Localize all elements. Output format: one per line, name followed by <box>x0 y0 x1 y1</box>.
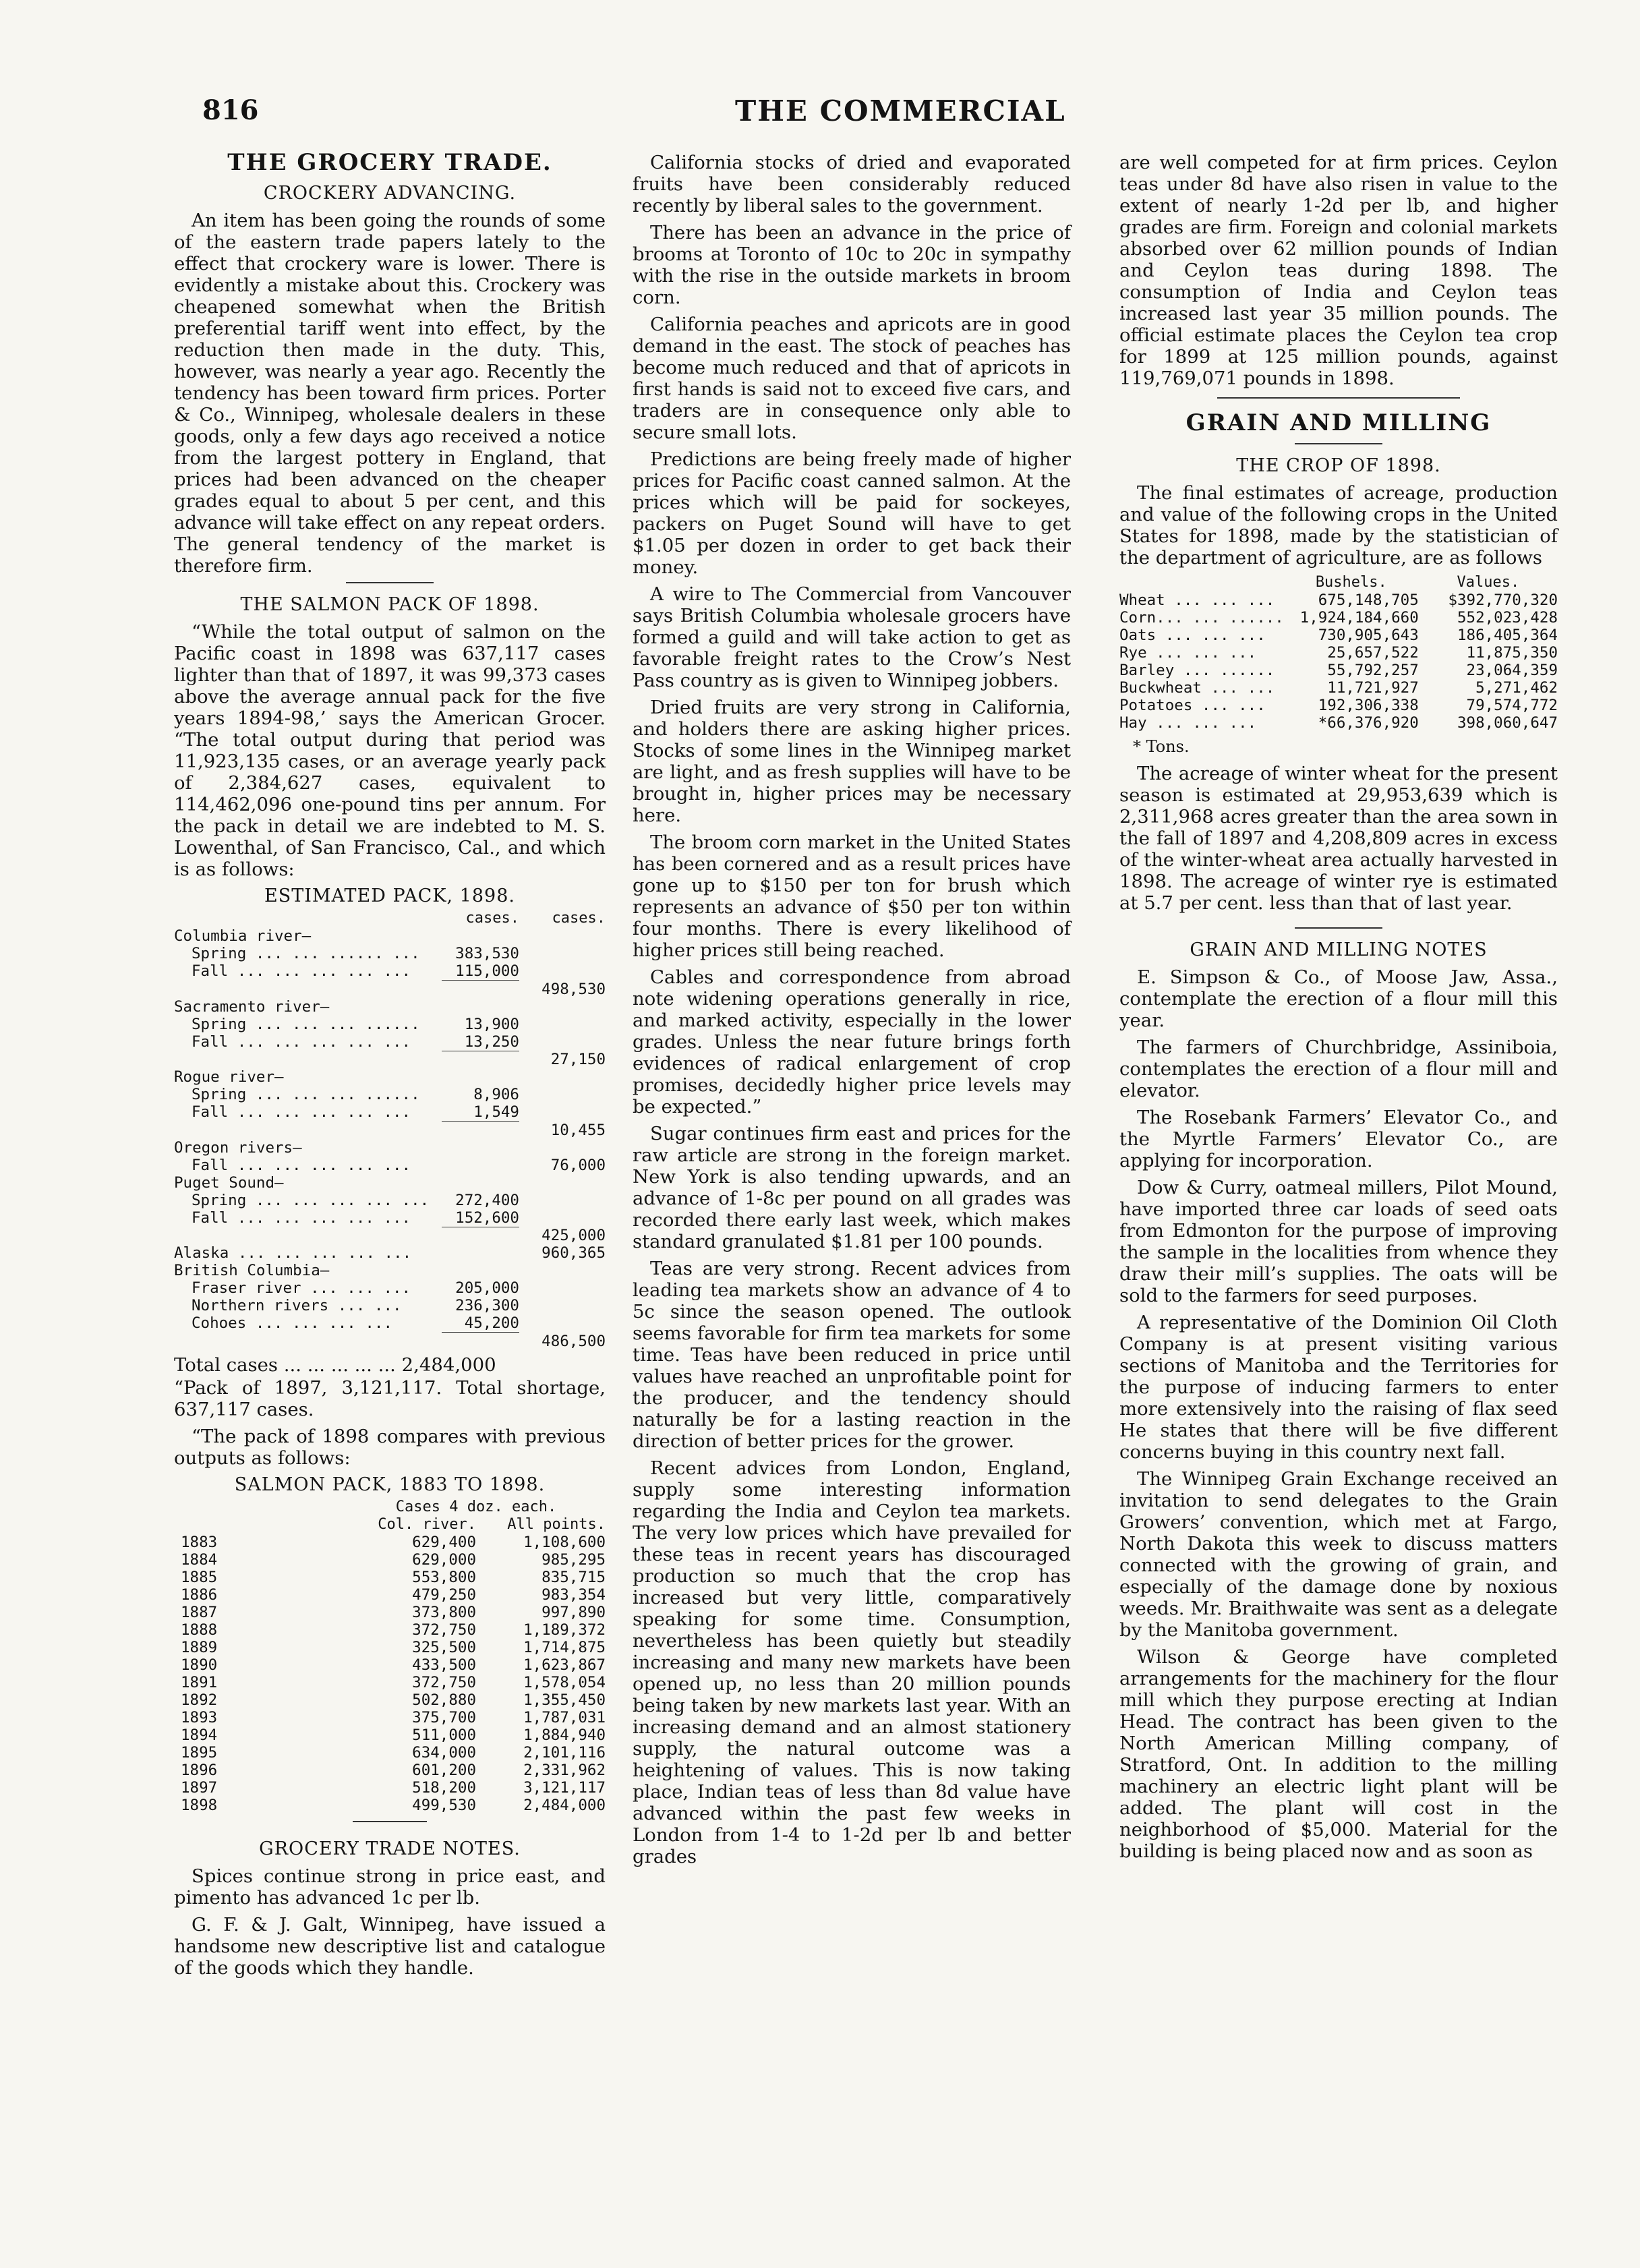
crop-name: Wheat ... ... ... <box>1119 591 1275 609</box>
subtotal-cases: 486,500 <box>541 1332 606 1350</box>
divider <box>1217 397 1460 399</box>
crop-row <box>1119 714 1558 732</box>
news-paragraph: Teas are very strong. Recent advices from leading tea markets show an advance of 4 to 5c since the season opened. The outlook seems favorable for firm tea markets for some time. Teas have been reduced in price until values have reached an unprofitable point for the producer, and the tendency should naturally be for a lasting reaction in the direction of better prices for the grower. <box>633 1258 1071 1452</box>
history-col-river: 479,250 <box>412 1586 476 1604</box>
history-year: 1893 <box>181 1708 218 1726</box>
river-cases: 13,250 <box>442 1033 519 1051</box>
subtotal-cases <box>519 1174 606 1192</box>
estimated-pack-title: ESTIMATED PACK, 1898. <box>264 885 515 906</box>
pack-1897-line: “Pack of 1897, 3,121,117. Total shortage, 637,117 cases. <box>174 1376 606 1420</box>
history-all-points: 1,714,875 <box>523 1638 606 1656</box>
estimated-pack-row <box>174 1174 606 1192</box>
history-row <box>174 1621 606 1639</box>
grain-note: Wilson & George have completed arrangements for the machinery for the flour mill which they purpose erecting at Indian Head. The contract has been given to the North American Milling company, of Stratford, Ont. In addition to the milling machinery an electric light plant will be added. The plant will cost in the neighborhood of $5,000. Material for the building is being placed now and as soon as <box>1119 1646 1558 1862</box>
history-year: 1884 <box>181 1550 218 1569</box>
river-cases: 152,600 <box>442 1209 519 1227</box>
subtotal-cases: 498,530 <box>541 980 606 998</box>
grain-note: The Winnipeg Grain Exchange received an invitation to send delegates to the Grain Growers’ convention, which met at Fargo, North Dakota this week to discuss matters connected with the growing of grain, and especially of the damage done by noxious weeds. Mr. Braithwaite was sent as a delegate by the Manitoba government. <box>1119 1468 1558 1641</box>
estimated-pack-row <box>174 1139 606 1157</box>
crop-name: Potatoes ... ... <box>1119 697 1266 714</box>
history-all-points: 1,623,867 <box>523 1656 606 1674</box>
history-all-points: 1,578,054 <box>523 1673 606 1691</box>
crop-bushels: 730,905,643 <box>1318 627 1419 644</box>
history-year: 1894 <box>181 1726 218 1744</box>
crop-row <box>1119 609 1558 627</box>
row-label: Spring ... ... ... ... ... <box>192 1191 430 1209</box>
history-all-points: 3,121,117 <box>523 1778 606 1797</box>
history-col-river: 553,800 <box>412 1568 476 1586</box>
history-year: 1891 <box>181 1673 218 1691</box>
row-label: Northern rivers ... ... <box>192 1297 402 1314</box>
history-row <box>174 1726 606 1744</box>
estimated-pack-row <box>174 1051 606 1068</box>
history-year: 1890 <box>181 1656 218 1674</box>
history-year: 1896 <box>181 1761 218 1779</box>
river-cases <box>442 1174 519 1192</box>
crop-bushels: 55,792,257 <box>1327 662 1419 679</box>
history-col-river: 634,000 <box>412 1743 476 1762</box>
river-cases: 115,000 <box>442 962 519 981</box>
subtotal-cases <box>519 1262 606 1279</box>
history-col-river: 629,000 <box>412 1550 476 1569</box>
crop-footnote: * Tons. <box>1133 737 1190 756</box>
history-row <box>174 1797 606 1814</box>
crop-bushels: 192,306,338 <box>1318 697 1419 714</box>
crop-name: Corn... ... ...... <box>1119 609 1284 627</box>
row-label <box>174 981 442 998</box>
history-row <box>174 1674 606 1691</box>
history-all-points: 1,108,600 <box>523 1533 606 1551</box>
grocery-note: G. F. & J. Galt, Winnipeg, have issued a handsome new descriptive list and catalogue of the goods which they handle. <box>174 1913 606 1979</box>
river-cases: 205,000 <box>455 1279 519 1297</box>
estimated-pack-row <box>174 1068 606 1086</box>
history-row <box>174 1762 606 1779</box>
history-year: 1895 <box>181 1743 218 1762</box>
row-label: Fraser river ... ... ... <box>192 1279 411 1297</box>
crop-row <box>1119 591 1558 609</box>
estimated-pack-row <box>174 1314 606 1333</box>
history-row <box>174 1639 606 1656</box>
column-1 <box>174 149 606 1984</box>
subtotal-cases <box>519 1068 606 1086</box>
river-cases: 272,400 <box>455 1191 519 1209</box>
header-cases-1: cases. <box>465 910 519 927</box>
crop-intro: The final estimates of acreage, production and value of the following crops in the United States for 1898, made by the statistician of the department of agriculture, are as follows <box>1119 482 1558 569</box>
history-all-points: 2,331,962 <box>523 1761 606 1779</box>
history-col-river: 502,880 <box>412 1691 476 1709</box>
header-cases-2: cases. <box>552 910 606 927</box>
history-row <box>174 1569 606 1586</box>
row-label: Fall ... ... ... ... ... <box>192 962 411 980</box>
history-year: 1892 <box>181 1691 218 1709</box>
divider <box>1295 443 1382 444</box>
crop-bushels: 25,657,522 <box>1327 644 1419 662</box>
history-header-all-points: All points. <box>507 1515 606 1533</box>
history-col-river: 601,200 <box>412 1761 476 1779</box>
row-label <box>174 1122 442 1139</box>
estimated-pack-row <box>174 1297 606 1314</box>
divider <box>1295 927 1382 929</box>
river-cases <box>442 927 519 945</box>
history-year: 1885 <box>181 1568 218 1586</box>
subtotal-cases <box>519 1139 606 1157</box>
crop-value: 398,060,647 <box>1457 714 1558 732</box>
subtotal-cases <box>519 1209 606 1227</box>
subtotal-cases <box>519 1086 606 1103</box>
total-cases-line: Total cases ... ... ... ... ... 2,484,000 <box>174 1354 496 1376</box>
row-label: Puget Sound— <box>174 1173 284 1192</box>
grain-notes-title: GRAIN AND MILLING NOTES <box>1190 939 1488 960</box>
grain-milling-heading: GRAIN AND MILLING <box>1185 409 1492 436</box>
crockery-title: CROCKERY ADVANCING. <box>263 183 517 204</box>
crop-bushels: 11,721,927 <box>1327 679 1419 697</box>
news-paragraph: Predictions are being freely made of higher prices for Pacific coast canned salmon. At the prices which will be paid for sockeyes, packers on Puget Sound will have to get $1.05 per dozen in order to get back their money. <box>633 448 1071 578</box>
estimated-pack-row <box>174 1333 606 1350</box>
news-paragraph: There has been an advance in the price of brooms at Toronto of 10c to 20c in sympathy with the rise in the outside markets in broom corn. <box>633 222 1071 308</box>
estimated-pack-row <box>174 1103 606 1122</box>
history-all-points: 997,890 <box>541 1603 606 1621</box>
subtotal-cases <box>519 1192 606 1209</box>
history-row <box>174 1551 606 1569</box>
grain-note: The Rosebank Farmers’ Elevator Co., and the Myrtle Farmers’ Elevator Co., are applying for incorporation. <box>1119 1107 1558 1171</box>
subtotal-cases <box>519 1033 606 1051</box>
subtotal-cases: 425,000 <box>541 1227 606 1244</box>
history-all-points: 2,484,000 <box>523 1796 606 1814</box>
estimated-pack-table <box>174 910 606 1350</box>
history-year: 1887 <box>181 1603 218 1621</box>
history-col-river: 375,700 <box>412 1708 476 1726</box>
history-row <box>174 1586 606 1604</box>
crop-name: Barley ... ...... <box>1119 662 1275 679</box>
subtotal-cases: 960,365 <box>541 1244 606 1262</box>
row-label: British Columbia— <box>174 1262 330 1279</box>
crop-title: THE CROP OF 1898. <box>1236 455 1441 476</box>
crop-name: Rye ... ... ... <box>1119 644 1257 662</box>
row-label: Fall ... ... ... ... ... <box>192 1033 411 1051</box>
grain-notes-list <box>1119 966 1558 1862</box>
history-all-points: 985,295 <box>541 1550 606 1569</box>
history-col-river: 373,800 <box>412 1603 476 1621</box>
history-row <box>174 1744 606 1762</box>
history-year: 1898 <box>181 1796 218 1814</box>
crop-row <box>1119 644 1558 662</box>
subtotal-cases <box>519 998 606 1016</box>
divider <box>353 1821 427 1822</box>
history-row <box>174 1779 606 1797</box>
row-label <box>174 1227 442 1244</box>
grain-note: Dow & Curry, oatmeal millers, Pilot Mound, have imported three car loads of seed oats from Edmonton for the purpose of improving the sample in the localities from whence they draw their mill’s supplies. The oats will be sold to the farmers for seed purposes. <box>1119 1177 1558 1306</box>
row-label: Cohoes ... ... ... ... <box>192 1314 393 1332</box>
history-col-river: 433,500 <box>412 1656 476 1674</box>
subtotal-cases: 76,000 <box>550 1156 606 1174</box>
subtotal-cases <box>519 1103 606 1122</box>
masthead: THE COMMERCIAL <box>735 94 1066 127</box>
history-all-points: 1,884,940 <box>523 1726 606 1744</box>
estimated-pack-row <box>174 962 606 981</box>
crop-name: Oats ... ... ... <box>1119 627 1266 644</box>
row-label: Fall ... ... ... ... ... <box>192 1209 411 1227</box>
salmon-history-title: SALMON PACK, 1883 TO 1898. <box>234 1474 546 1495</box>
row-label: Fall ... ... ... ... ... <box>192 1156 411 1174</box>
subtotal-cases <box>519 945 606 962</box>
crop-table <box>1119 574 1558 732</box>
subtotal-cases <box>519 962 606 981</box>
river-cases <box>442 1333 519 1350</box>
history-col-river: 372,750 <box>412 1673 476 1691</box>
estimated-pack-row <box>174 981 606 998</box>
crop-value: 11,875,350 <box>1466 644 1558 662</box>
crop-header-values: Values. <box>1457 574 1520 591</box>
compare-line: “The pack of 1898 compares with previous outputs as follows: <box>174 1425 606 1469</box>
history-row <box>174 1691 606 1709</box>
page-header <box>0 0 1640 135</box>
history-header-top <box>174 1499 606 1516</box>
grain-note: A representative of the Dominion Oil Cloth Company is at present visiting various sections of Manitoba and the Territories for the purpose of inducing farmers to enter more extensively into the raising of flax seed He states that there will be five different concerns buying in this country next fall. <box>1119 1312 1558 1463</box>
river-cases: 8,906 <box>473 1086 519 1103</box>
row-label: Fall ... ... ... ... ... <box>192 1103 411 1121</box>
subtotal-cases <box>519 1279 606 1297</box>
history-all-points: 2,101,116 <box>523 1743 606 1762</box>
subtotal-cases <box>519 927 606 945</box>
news-paragraph: The broom corn market in the United States has been cornered and as a result prices have gone up to $150 per ton for brush which represents an advance of $50 per ton within four months. There is every likelihood of higher prices still being reached. <box>633 832 1071 961</box>
history-all-points: 1,189,372 <box>523 1621 606 1639</box>
history-header-cases: Cases 4 doz. each. <box>395 1498 557 1515</box>
river-cases <box>442 998 519 1016</box>
history-all-points: 1,787,031 <box>523 1708 606 1726</box>
row-label: Spring ... ... ...... ... <box>192 945 420 962</box>
history-col-river: 499,530 <box>412 1796 476 1814</box>
river-cases: 13,900 <box>464 1015 519 1033</box>
estimated-pack-row <box>174 1033 606 1051</box>
history-year: 1897 <box>181 1778 218 1797</box>
estimated-pack-row <box>174 927 606 945</box>
estimated-pack-row <box>174 1192 606 1209</box>
salmon-pack-title: THE SALMON PACK OF 1898. <box>240 594 539 615</box>
column-2 <box>633 152 1071 1873</box>
grain-note: E. Simpson & Co., of Moose Jaw, Assa., contemplate the erection of a flour mill this year. <box>1119 966 1558 1031</box>
history-col-river: 511,000 <box>412 1726 476 1744</box>
crop-row <box>1119 662 1558 679</box>
history-header-col-river: Col. river. <box>378 1515 476 1533</box>
grain-note: The farmers of Churchbridge, Assiniboia, contemplates the erection of a flour mill and elevator. <box>1119 1037 1558 1101</box>
river-cases <box>442 1051 519 1068</box>
estimated-pack-row <box>174 1016 606 1033</box>
crop-bushels: 1,924,184,660 <box>1299 609 1419 627</box>
crop-value: 552,023,428 <box>1457 609 1558 627</box>
row-label: Sacramento river— <box>174 997 330 1016</box>
crop-value: 79,574,772 <box>1466 697 1558 714</box>
history-col-river: 325,500 <box>412 1638 476 1656</box>
estimated-pack-row <box>174 998 606 1016</box>
history-all-points: 983,354 <box>541 1586 606 1604</box>
history-year: 1889 <box>181 1638 218 1656</box>
grocery-trade-heading: THE GROCERY TRADE. <box>227 149 552 176</box>
river-cases <box>442 1068 519 1086</box>
news-paragraph: Sugar continues firm east and prices for the raw article are strong in the foreign market. New York is also tending upwards, and an advance of 1-8c per pound on all grades was recorded there early last week, which makes standard granulated $1.81 per 100 pounds. <box>633 1123 1071 1252</box>
estimated-pack-row <box>174 1279 606 1297</box>
crop-value: $392,770,320 <box>1448 591 1558 609</box>
estimated-pack-row <box>174 1122 606 1139</box>
river-cases <box>442 1139 519 1157</box>
salmon-history-table <box>174 1499 606 1814</box>
river-cases <box>442 1244 519 1262</box>
estimated-pack-row <box>174 1227 606 1244</box>
history-col-river: 518,200 <box>412 1778 476 1797</box>
crop-bushels: *66,376,920 <box>1318 714 1419 732</box>
grocery-note: Spices continue strong in price east, and pimento has advanced 1c per lb. <box>174 1865 606 1909</box>
river-cases: 236,300 <box>455 1297 519 1314</box>
crop-row <box>1119 679 1558 697</box>
history-row <box>174 1656 606 1674</box>
estimated-pack-header <box>174 910 606 927</box>
crop-row <box>1119 627 1558 644</box>
history-row <box>174 1604 606 1621</box>
news-paragraph: Cables and correspondence from abroad note widening operations generally in rice, and marked activity, especially in the lower grades. Unless the near future brings forth evidences of radical enlargement of crop promises, decidedly higher price levels may be expected.” <box>633 966 1071 1117</box>
divider <box>346 582 434 583</box>
estimated-pack-row <box>174 945 606 962</box>
river-cases <box>442 1227 519 1244</box>
column-3 <box>1119 152 1558 1867</box>
river-cases <box>442 981 519 998</box>
page-number: 816 <box>202 94 259 126</box>
winter-wheat-paragraph: The acreage of winter wheat for the present season is estimated at 29,953,639 which is 2,311,968 acres greater than the area sown in the fall of 1897 and 4,208,809 acres in excess of the winter-wheat area actually harvested in 1898. The acreage of winter rye is estimated at 5.7 per cent. less than that of last year. <box>1119 763 1558 914</box>
row-label: Rogue river— <box>174 1068 284 1086</box>
row-label: Oregon rivers— <box>174 1138 302 1157</box>
subtotal-cases <box>519 1016 606 1033</box>
row-label: Spring ... ... ... ...... <box>192 1086 420 1103</box>
river-cases <box>442 1157 519 1174</box>
crop-value: 5,271,462 <box>1475 679 1558 697</box>
crockery-paragraph: An item has been going the rounds of some of the eastern trade papers lately to the effect that crockery ware is lower. There is evidently a mistake about this. Crockery was cheapened somewhat when the British preferential tariff went into effect, by the reduction then made in the duty. This, however, was nearly a year ago. Recently the tendency has been toward firm prices. Porter & Co., Winnipeg, wholesale dealers in these goods, only a few days ago received a notice from the largest pottery in England, that prices had been advanced on the cheaper grades equal to about 5 per cent, and this advance will take effect on any repeat orders. The general tendency of the market is therefore firm. <box>174 210 606 577</box>
history-row <box>174 1534 606 1551</box>
estimated-pack-row <box>174 1209 606 1227</box>
subtotal-cases <box>519 1314 606 1333</box>
river-cases: 1,549 <box>442 1103 519 1122</box>
news-paragraph: Dried fruits are very strong in California, and holders there are asking higher prices. Stocks of some lines in the Winnipeg market are light, and as fresh supplies will have to be brought in, higher prices may be necessary here. <box>633 697 1071 826</box>
history-col-river: 629,400 <box>412 1533 476 1551</box>
history-row <box>174 1709 606 1726</box>
estimated-pack-row <box>174 1086 606 1103</box>
crop-name: Buckwheat ... ... <box>1119 679 1275 697</box>
news-paragraph: California peaches and apricots are in good demand in the east. The stock of peaches has become much reduced and that of apricots in first hands is said not to exceed five cars, and traders are in consequence only able to secure small lots. <box>633 314 1071 443</box>
row-label <box>174 1051 442 1068</box>
river-cases: 45,200 <box>442 1314 519 1333</box>
salmon-pack-paragraph: “While the total output of salmon on the Pacific coast in 1898 was 637,117 cases lighter than that of 1897, it was 99,373 cases above the average annual pack for the five years 1894-98,’ says the American Grocer. “The total output during that period was 11,923,135 cases, or an average yearly pack of 2,384,627 cases, equivalent to 114,462,096 one-pound tins per annum. For the pack in detail we are indebted to M. S. Lowenthal, of San Francisco, Cal., and which is as follows: <box>174 621 606 880</box>
history-year: 1883 <box>181 1533 218 1551</box>
river-cases: 383,530 <box>455 945 519 962</box>
estimated-pack-row <box>174 1157 606 1174</box>
estimated-pack-row <box>174 1244 606 1262</box>
subtotal-cases: 10,455 <box>550 1121 606 1139</box>
crop-row <box>1119 697 1558 714</box>
crop-bushels: 675,148,705 <box>1318 591 1419 609</box>
river-cases <box>442 1122 519 1139</box>
grocery-notes-title: GROCERY TRADE NOTES. <box>259 1838 521 1859</box>
history-all-points: 835,715 <box>541 1568 606 1586</box>
crop-table-header <box>1119 574 1558 591</box>
crop-value: 186,405,364 <box>1457 627 1558 644</box>
subtotal-cases: 27,150 <box>550 1051 606 1068</box>
history-header-cols <box>174 1516 606 1534</box>
news-paragraph: Recent advices from London, England, supply some interesting information regarding the India and Ceylon tea markets. The very low prices which have prevailed for these teas in recent years has discouraged production so much that the crop has increased but very little, comparatively speaking for some time. Consumption, nevertheless has been quietly but steadily increasing and many new markets have been opened up, no less than 20 million pounds being taken by new markets last year. With an increasing demand and an almost stationery supply, the natural outcome was a heightening of values. This is now taking place, Indian teas of less than 8d value have advanced within the past few weeks in London from 1-4 to 1-2d per lb and better grades <box>633 1457 1071 1867</box>
estimated-pack-row <box>174 1262 606 1279</box>
history-col-river: 372,750 <box>412 1621 476 1639</box>
history-all-points: 1,355,450 <box>523 1691 606 1709</box>
row-label: Columbia river— <box>174 927 312 945</box>
crop-value: 23,064,359 <box>1466 662 1558 679</box>
tea-continuation-paragraph: are well competed for at firm prices. Ceylon teas under 8d have also risen in value to the extent of nearly 1-2d per lb, and higher grades are firm. Foreign and colonial markets absorbed over 62 million pounds of Indian and Ceylon teas during 1898. The consumption of India and Ceylon teas increased last year 35 million pounds. The official estimate places the Ceylon tea crop for 1899 at 125 million pounds, against 119,769,071 pounds in 1898. <box>1119 152 1558 389</box>
history-year: 1888 <box>181 1621 218 1639</box>
subtotal-cases <box>519 1297 606 1314</box>
crop-name: Hay ... ... ... <box>1119 714 1257 732</box>
history-year: 1886 <box>181 1586 218 1604</box>
news-paragraph: California stocks of dried and evaporated fruits have been considerably reduced recently by liberal sales to the government. <box>633 152 1071 216</box>
crop-header-bushels: Bushels. <box>1315 574 1387 591</box>
row-label: Spring ... ... ... ...... <box>192 1015 420 1033</box>
river-cases <box>442 1262 519 1279</box>
row-label: Alaska ... ... ... ... ... <box>174 1244 412 1262</box>
news-paragraph: A wire to The Commercial from Vancouver says British Columbia wholesale grocers have formed a guild and will take action to get as favorable freight rates to the Crow’s Nest Pass country as is given to Winnipeg jobbers. <box>633 583 1071 691</box>
row-label <box>174 1333 442 1350</box>
